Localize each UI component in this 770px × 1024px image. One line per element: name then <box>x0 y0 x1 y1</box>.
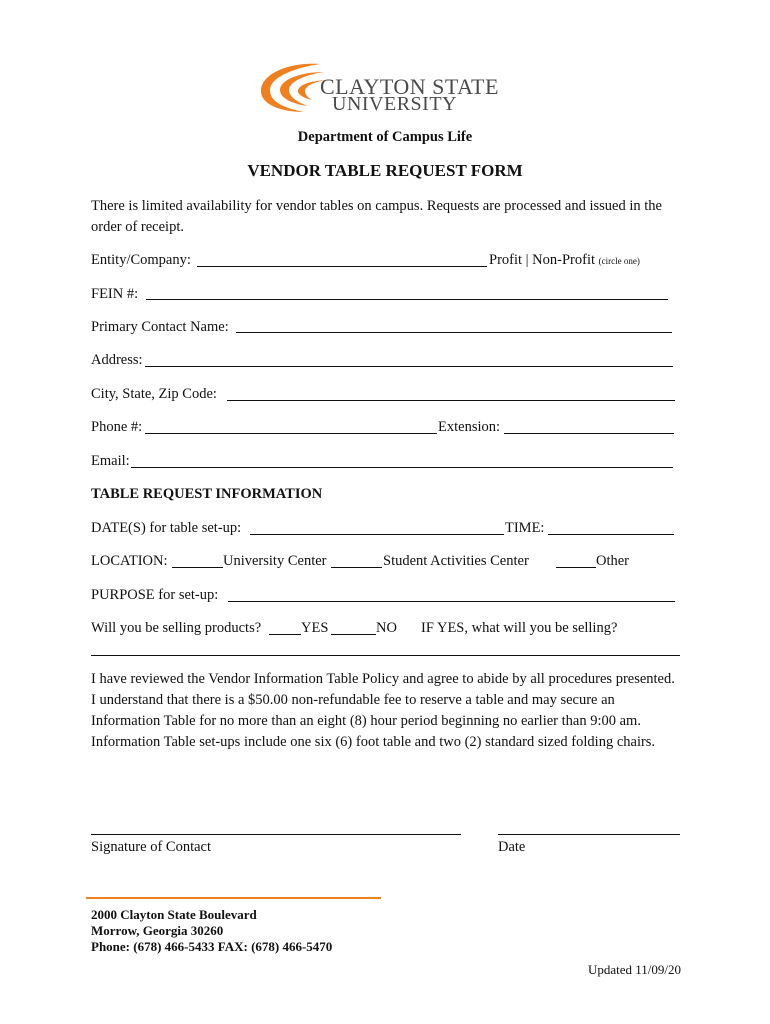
dates-label: DATE(S) for table set-up: <box>91 520 242 536</box>
location-uc-blank[interactable] <box>172 567 223 568</box>
university-logo <box>258 60 499 116</box>
circle-one-note: (circle one) <box>598 256 640 266</box>
location-other-blank[interactable] <box>556 567 596 568</box>
logo-line2: UNIVERSITY <box>332 93 457 115</box>
location-sac-blank[interactable] <box>331 567 382 568</box>
footer-divider <box>86 897 381 899</box>
profit-label: Profit | Non-Profit <box>489 252 596 268</box>
updated-date: Updated 11/09/20 <box>588 962 682 977</box>
contact-field[interactable] <box>236 332 672 333</box>
dates-field[interactable] <box>250 534 504 535</box>
selling-yes-blank[interactable] <box>269 634 301 635</box>
purpose-label: PURPOSE for set-up: <box>91 587 219 603</box>
purpose-field[interactable] <box>228 601 675 602</box>
time-label: TIME: <box>505 520 545 536</box>
selling-no-label: NO <box>376 620 397 636</box>
phone-field[interactable] <box>145 433 437 434</box>
email-field[interactable] <box>131 467 673 468</box>
footer-phone: Phone: (678) 466-5433 FAX: (678) 466-5470 <box>91 939 333 954</box>
profit-option[interactable] <box>489 251 640 270</box>
date-label: Date <box>498 839 526 855</box>
email-label: Email: <box>91 453 130 469</box>
location-other-label: Other <box>596 553 630 569</box>
form-title: VENDOR TABLE REQUEST FORM <box>247 161 523 180</box>
if-yes-label: IF YES, what will you be selling? <box>421 620 618 636</box>
fein-field[interactable] <box>146 299 668 300</box>
selling-yes-label: YES <box>301 620 329 636</box>
footer-address2: Morrow, Georgia 30260 <box>91 923 224 938</box>
location-sac-label: Student Activities Center <box>383 553 529 569</box>
selling-items-field[interactable] <box>91 655 680 656</box>
location-uc-label: University Center <box>223 553 327 569</box>
fein-label: FEIN #: <box>91 286 139 302</box>
department-name: Department of Campus Life <box>297 129 473 145</box>
selling-no-blank[interactable] <box>331 634 376 635</box>
phone-label: Phone #: <box>91 419 143 435</box>
intro-text: There is limited availability for vendor tables on campus. Requests are processed and issued in the order of receipt. <box>91 198 662 235</box>
logo-line1: CLAYTON STATE <box>320 74 499 99</box>
extension-field[interactable] <box>504 433 674 434</box>
location-label: LOCATION: <box>91 553 168 569</box>
extension-label: Extension: <box>438 419 501 435</box>
address-label: Address: <box>91 352 143 368</box>
time-field[interactable] <box>548 534 674 535</box>
signature-label: Signature of Contact <box>91 839 212 855</box>
city-field[interactable] <box>227 400 675 401</box>
agreement-text: I have reviewed the Vendor Information Table Policy and agree to abide by all procedures presented. I understand that there is a $50.00 non-refundable fee to reserve a table and may secure an Information Table for no more than an eight (8) hour period beginning no earlier than 9:00 am. Information Table set-ups include one six (6) foot table and two (2) standard sized folding chairs. <box>91 671 675 750</box>
city-label: City, State, Zip Code: <box>91 386 217 402</box>
address-field[interactable] <box>145 366 673 367</box>
signature-field[interactable] <box>91 834 461 835</box>
selling-label: Will you be selling products? <box>91 620 262 636</box>
footer-address1: 2000 Clayton State Boulevard <box>91 907 257 922</box>
entity-label: Entity/Company: <box>91 252 191 268</box>
date-field[interactable] <box>498 834 680 835</box>
entity-field[interactable] <box>197 266 487 267</box>
contact-label: Primary Contact Name: <box>91 319 229 335</box>
table-request-heading: TABLE REQUEST INFORMATION <box>91 486 323 502</box>
